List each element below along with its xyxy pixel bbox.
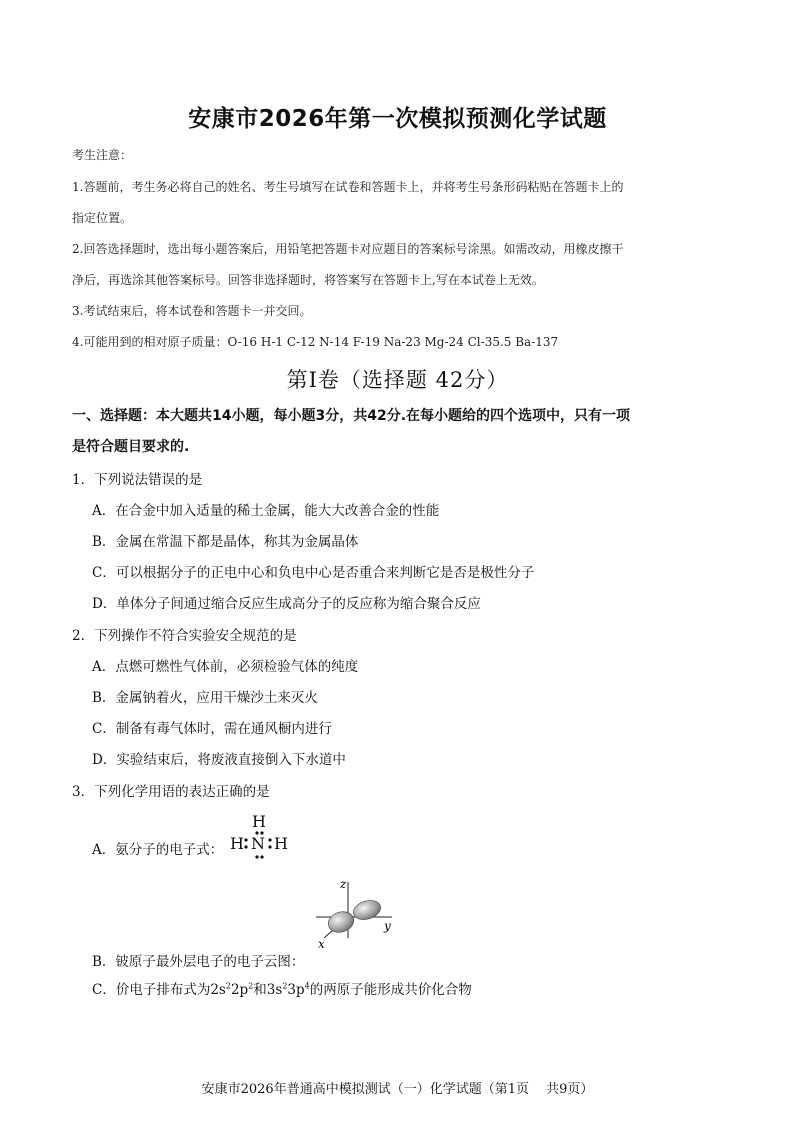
page-title: 安康市2026年第一次模拟预测化学试题 [188,106,607,132]
notice-item-3: 3.考试结束后，将本试卷和答题卡一并交回。 [72,304,312,318]
question-2-option-b: B．金属钠着火，应用干燥沙土来灭火 [92,690,318,706]
notice-item-4: 4.可能用到的相对原子质量：O-16 H-1 C-12 N-14 F-19 Na-23 Mg-24 Cl-35.5 Ba-137 [72,335,559,349]
lewis-h-left: H [230,834,244,853]
question-2-option-d: D．实验结束后，将废液直接倒入下水道中 [92,752,346,768]
question-2-option-a: A．点燃可燃性气体前，必须检验气体的纯度 [92,659,359,675]
question-3-stem: 3．下列化学用语的表达正确的是 [72,784,270,800]
question-1-stem: 1．下列说法错误的是 [72,472,203,488]
option-c-prefix: C．价电子排布式为 [92,982,211,998]
lewis-h-top: H [252,812,266,831]
config-1-s-sup: 2 [225,981,231,991]
lewis-h-right: H [274,834,288,853]
question-3-option-c [92,978,472,998]
question-1-option-a: A．在合金中加入适量的稀土金属，能大大改善合金的性能 [92,503,440,519]
config-2-s-sup: 2 [282,981,288,991]
axis-label-y: y [384,919,391,933]
question-3-option-b: B．铍原子最外层电子的电子云图： [92,954,305,970]
orbital-diagram [312,872,402,960]
option-c-suffix: 的两原子能形成共价化合物 [309,982,472,998]
config-2-p-sup: 4 [304,981,310,991]
lewis-n-center: N [251,834,265,853]
notice-item-1-line-1: 1.答题前，考生务必将自己的姓名、考生号填写在试卷和答题卡上，并将考生号条形码粘贴在答题卡上的 [72,180,624,194]
question-3-option-a: A．氨分子的电子式： [92,842,224,858]
notice-item-1-line-2: 指定位置。 [72,211,133,225]
notice-heading: 考生注意： [72,148,133,162]
section-instruction-line-1: 一、选择题：本大题共14小题，每小题3分，共42分.在每小题给的四个选项中，只有一项 [72,408,631,424]
section-title: 第Ⅰ卷（选择题 42分） [286,368,509,392]
config-2-p: 3p [287,982,305,998]
question-1-option-c: C．可以根据分子的正电中心和负电中心是否重合来判断它是否是极性分子 [92,565,535,581]
config-1-p: 2p [230,982,249,998]
electron-cloud-figure [312,872,402,960]
option-c-mid: 和 [253,982,267,998]
section-instruction-line-2: 是符合题目要求的. [72,439,190,455]
ammonia-lewis-structure [228,812,298,860]
config-1-p-sup: 2 [248,981,254,991]
notice-item-2-line-2: 净后，再选涂其他答案标号。回答非选择题时，将答案写在答题卡上,写在本试卷上无效。 [72,273,544,287]
question-2-stem: 2．下列操作不符合实验安全规范的是 [72,628,297,644]
config-2-s: 3s [266,982,283,998]
notice-item-2-line-1: 2.回答选择题时，选出每小题答案后，用铅笔把答题卡对应题目的答案标号涂黑。如需改动，用橡皮擦干 [72,242,624,256]
axis-label-x: x [318,937,325,951]
page-footer: 安康市2026年普通高中模拟测试（一）化学试题（第1页 共9页） [201,1082,594,1097]
question-1-option-b: B．金属在常温下都是晶体，称其为金属晶体 [92,534,359,550]
question-1-option-d: D．单体分子间通过缩合反应生成高分子的反应称为缩合聚合反应 [92,596,481,612]
axis-label-z: z [340,877,347,891]
question-2-option-c: C．制备有毒气体时，需在通风橱内进行 [92,721,332,737]
config-1-s: 2s [210,982,226,998]
